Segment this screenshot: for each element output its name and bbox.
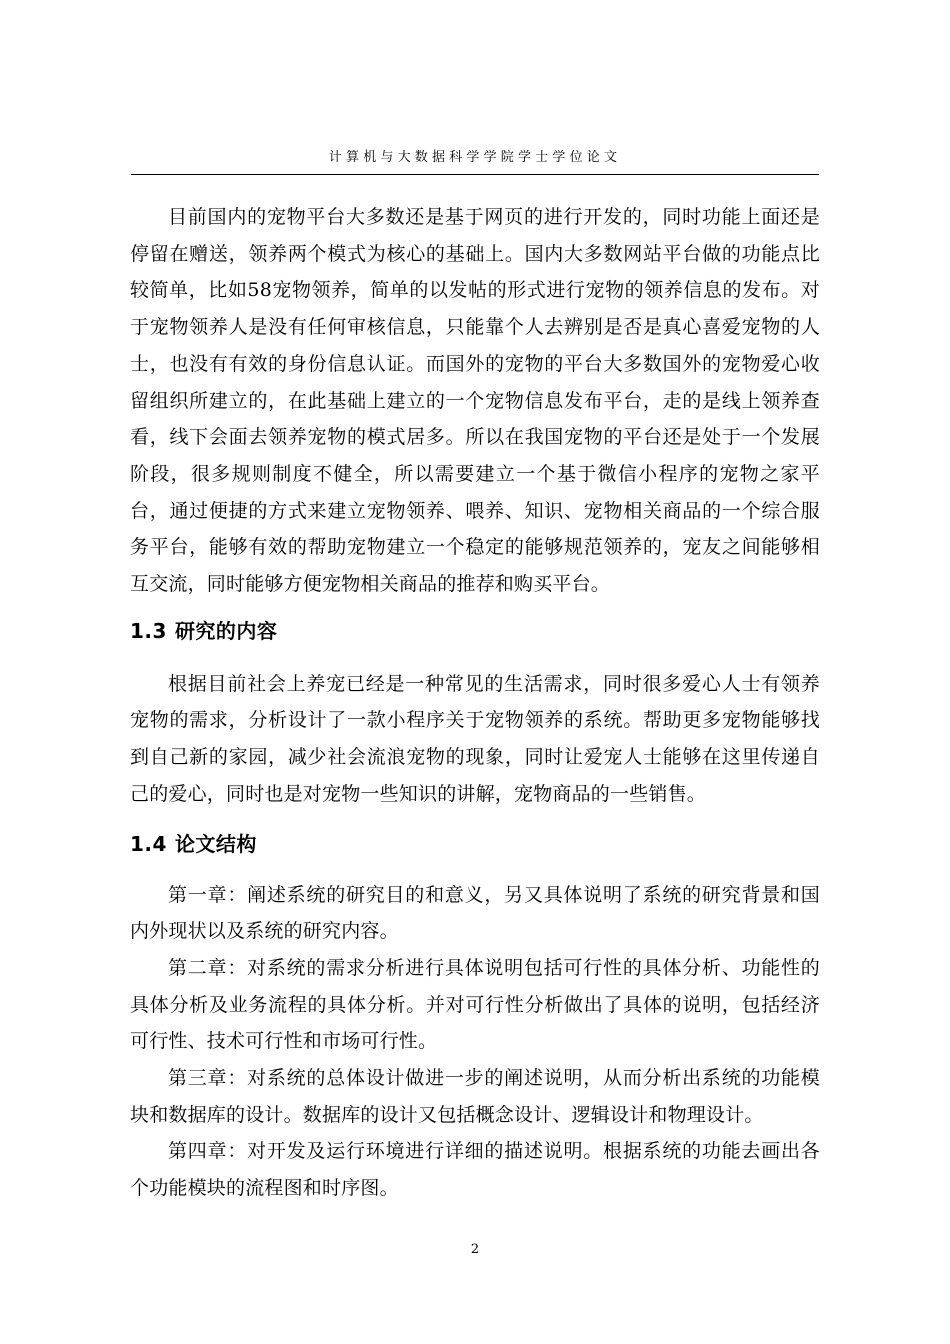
chapter-2-summary: 第二章：对系统的需求分析进行具体说明包括可行性的具体分析、功能性的具体分析及业务流程的具体分析。并对可行性分析做出了具体的说明，包括经济可行性、技术可行性和市场可行性。	[130, 956, 820, 1053]
intro-paragraph: 目前国内的宠物平台大多数还是基于网页的进行开发的，同时功能上面还是停留在赠送，领养两个模式为核心的基础上。国内大多数网站平台做的功能点比较简单，比如58宠物领养，简单的以发帖的形式进行宠物的领养信息的发布。对于宠物领养人是没有任何审核信息，只能靠个人去辨别是否是真心喜爱宠物的人士，也没有有效的身份信息认证。而国外的宠物的平台大多数国外的宠物爱心收留组织所建立的，在此基础上建立的一个宠物信息发布平台，走的是线上领养查看，线下会面去领养宠物的模式居多。所以在我国宠物的平台还是处于一个发展阶段，很多规则制度不健全，所以需要建立一个基于微信小程序的宠物之家平台，通过便捷的方式来建立宠物领养、喂养、知识、宠物相关商品的一个综合服务平台，能够有效的帮助宠物建立一个稳定的能够规范领养的，宠友之间能够相互交流，同时能够方便宠物相关商品的推荐和购买平台。	[130, 206, 820, 596]
section-number: 1.4	[130, 831, 167, 856]
section-heading-1-4	[130, 829, 820, 859]
section-number: 1.3	[130, 618, 167, 643]
section-heading-1-3	[130, 616, 820, 646]
running-header: 计算机与大数据科学学院学士学位论文	[328, 150, 622, 165]
section-title: 论文结构	[174, 831, 257, 856]
page-body	[130, 199, 820, 1207]
section-title: 研究的内容	[174, 618, 278, 643]
research-content-paragraph: 根据目前社会上养宠已经是一种常见的生活需求，同时很多爱心人士有领养宠物的需求，分析设计了一款小程序关于宠物领养的系统。帮助更多宠物能够找到自己新的家园，减少社会流浪宠物的现象，同时让爱宠人士能够在这里传递自己的爱心，同时也是对宠物一些知识的讲解，宠物商品的一些销售。	[130, 672, 820, 805]
header-rule	[131, 174, 819, 175]
chapter-3-summary: 第三章：对系统的总体设计做进一步的阐述说明，从而分析出系统的功能模块和数据库的设计。数据库的设计又包括概念设计、逻辑设计和物理设计。	[130, 1067, 820, 1126]
chapter-1-summary: 第一章：阐述系统的研究目的和意义，另又具体说明了系统的研究背景和国内外现状以及系统的研究内容。	[130, 883, 820, 943]
chapter-4-summary: 第四章：对开发及运行环境进行详细的描述说明。根据系统的功能去画出各个功能模块的流程图和时序图。	[130, 1140, 820, 1200]
page-number: 2	[470, 1242, 480, 1257]
